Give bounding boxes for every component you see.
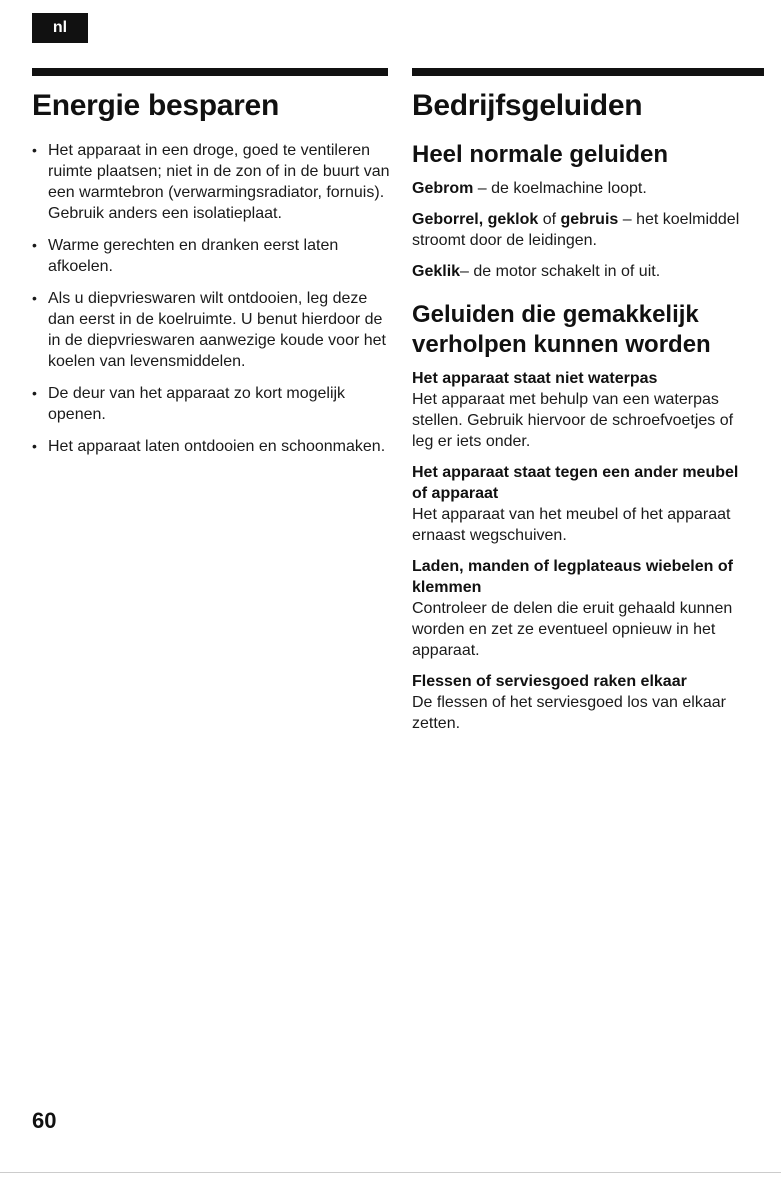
list-item: • Warme gerechten en dranken eerst laten afkoelen. [32,235,392,277]
avoidable-noises-heading: Geluiden die gemakkelijk verholpen kunnen worden [412,301,711,358]
left-column-rule [32,68,388,76]
language-badge: nl [32,13,88,43]
energy-tips-list [32,140,392,457]
noise-name: Geborrel, geklok [412,211,539,228]
problem-solution: De flessen of het serviesgoed los van elkaar zetten. [412,694,726,732]
left-column [32,84,392,468]
list-item: • Het apparaat in een droge, goed te ventileren ruimte plaatsen; niet in de zon of in de buurt van een warmtebron (verwarmingsradiator, fornuis). Gebruik anders een isolatieplaat. [32,140,392,224]
noise-description: – de koelmachine loopt. [473,180,647,197]
normal-noise-item [412,209,752,251]
problem-solution: Controleer de delen die eruit gehaald kunnen worden en zet ze eventueel opnieuw in het apparaat. [412,600,733,659]
normal-noises-heading: Heel normale geluiden [412,141,669,168]
list-item: • De deur van het apparaat zo kort mogelijk openen. [32,383,392,425]
noise-description: – de motor schakelt in of uit. [460,263,661,280]
noise-description: – het koelmiddel stroomt door de leidingen. [412,211,740,249]
noise-name: Geklik [412,263,461,280]
normal-noise-item [412,178,752,199]
normal-noise-item [412,261,752,282]
problem-heading: Het apparaat staat tegen een ander meubel of apparaat [412,464,739,502]
page-number: 60 [32,1108,57,1133]
page-bottom-rule [0,1172,781,1173]
right-column-rule [412,68,764,76]
problem-heading: Flessen of serviesgoed raken elkaar [412,673,687,690]
problem-heading: Het apparaat staat niet waterpas [412,370,658,387]
noise-name: gebruis [560,211,619,228]
right-column [412,84,752,744]
problem-solution: Het apparaat van het meubel of het apparaat ernaast wegschuiven. [412,506,731,544]
problem-heading: Laden, manden of legplateaus wiebelen of klemmen [412,558,733,596]
problem-solution: Het apparaat met behulp van een waterpas stellen. Gebruik hiervoor de schroefvoetjes of leg er iets onder. [412,391,734,450]
list-item: • Het apparaat laten ontdooien en schoonmaken. [32,436,392,457]
noise-connector: of [538,211,561,228]
list-item: • Als u diepvrieswaren wilt ontdooien, leg deze dan eerst in de koelruimte. U benut hierdoor de in de diepvrieswaren aanwezige koude voor het koelen van levensmiddelen. [32,288,392,372]
operating-noises-title: Bedrijfsgeluiden [412,89,643,122]
noise-name: Gebrom [412,180,474,197]
energy-saving-title: Energie besparen [32,89,279,122]
